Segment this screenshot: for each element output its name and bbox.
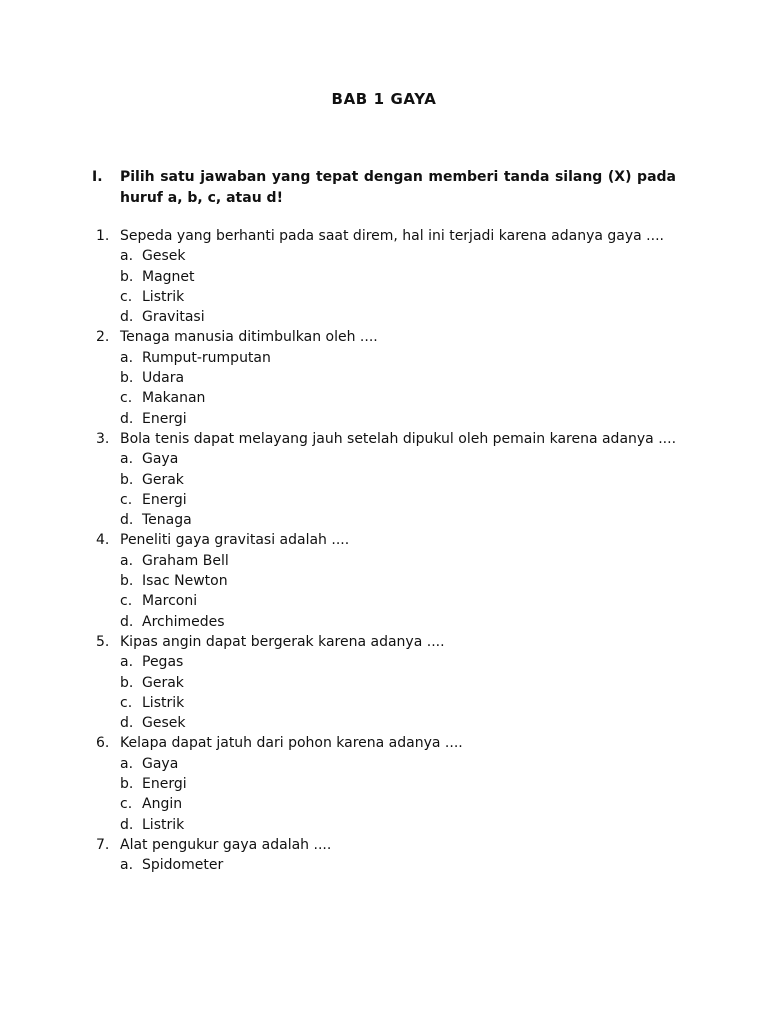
- option-text: Graham Bell: [142, 552, 229, 569]
- section-instruction: Pilih satu jawaban yang tepat dengan memberi tanda silang (X) pada huruf a, b, c, atau d!: [120, 169, 676, 206]
- answer-option[interactable]: [120, 591, 676, 611]
- question-text: Tenaga manusia ditimbulkan oleh ....: [120, 329, 378, 346]
- option-letter: d.: [120, 512, 134, 529]
- question-body: [120, 327, 676, 428]
- question-item: [92, 429, 676, 530]
- option-text: Listrik: [142, 694, 185, 711]
- option-text: Pegas: [142, 654, 184, 671]
- page-title: BAB 1 GAYA: [331, 90, 437, 108]
- option-text: Energi: [142, 410, 187, 427]
- option-text: Marconi: [142, 593, 198, 610]
- option-list: [120, 652, 676, 733]
- option-letter: c.: [120, 491, 133, 508]
- option-text: Gerak: [142, 674, 184, 691]
- option-text: Gesek: [142, 248, 186, 265]
- option-letter: d.: [120, 715, 134, 732]
- answer-option[interactable]: [120, 855, 676, 875]
- question-body: [120, 632, 676, 733]
- option-letter: a.: [120, 857, 134, 874]
- question-text: Sepeda yang berhanti pada saat direm, hal ini terjadi karena adanya gaya ....: [120, 228, 664, 244]
- answer-option[interactable]: [120, 571, 676, 591]
- question-list: [92, 226, 676, 876]
- answer-option[interactable]: [120, 490, 676, 510]
- option-letter: a.: [120, 654, 134, 671]
- option-text: Magnet: [142, 268, 195, 285]
- question-number: 7.: [96, 836, 110, 853]
- answer-option[interactable]: [120, 470, 676, 490]
- option-letter: b.: [120, 471, 134, 488]
- option-letter: b.: [120, 776, 134, 793]
- option-text: Makanan: [142, 390, 206, 407]
- question-item: [92, 632, 676, 733]
- option-list: [120, 348, 676, 429]
- question-body: [120, 835, 676, 876]
- answer-option[interactable]: [120, 612, 676, 632]
- answer-option[interactable]: [120, 713, 676, 733]
- question-item: [92, 733, 676, 834]
- option-text: Energi: [142, 776, 187, 793]
- option-letter: a.: [120, 248, 134, 265]
- option-list: [120, 246, 676, 327]
- option-letter: a.: [120, 755, 134, 772]
- question-section: [92, 167, 676, 876]
- question-number: 6.: [96, 735, 110, 752]
- option-letter: a.: [120, 552, 134, 569]
- option-text: Archimedes: [142, 613, 225, 630]
- option-letter: b.: [120, 370, 134, 387]
- option-text: Udara: [142, 370, 185, 387]
- option-text: Spidometer: [142, 857, 224, 874]
- answer-option[interactable]: [120, 794, 676, 814]
- option-letter: b.: [120, 573, 134, 590]
- question-number: 2.: [96, 329, 110, 346]
- option-letter: c.: [120, 694, 133, 711]
- question-body: [120, 226, 676, 327]
- question-item: [92, 327, 676, 428]
- option-letter: b.: [120, 674, 134, 691]
- answer-option[interactable]: [120, 307, 676, 327]
- option-letter: d.: [120, 613, 134, 630]
- answer-option[interactable]: [120, 287, 676, 307]
- option-text: Listrik: [142, 816, 185, 833]
- option-text: Listrik: [142, 288, 185, 305]
- question-body: [120, 530, 676, 631]
- answer-option[interactable]: [120, 652, 676, 672]
- answer-option[interactable]: [120, 348, 676, 368]
- question-item: [92, 835, 676, 876]
- option-letter: c.: [120, 796, 133, 813]
- section-heading: [92, 167, 676, 208]
- option-text: Gravitasi: [142, 309, 205, 326]
- option-list: [120, 754, 676, 835]
- option-text: Energi: [142, 491, 187, 508]
- option-letter: c.: [120, 593, 133, 610]
- option-letter: a.: [120, 349, 134, 366]
- answer-option[interactable]: [120, 409, 676, 429]
- answer-option[interactable]: [120, 246, 676, 266]
- answer-option[interactable]: [120, 673, 676, 693]
- question-text: Kipas angin dapat bergerak karena adanya ....: [120, 633, 445, 650]
- question-body: [120, 733, 676, 834]
- question-text: Peneliti gaya gravitasi adalah ....: [120, 532, 350, 549]
- option-text: Gaya: [142, 755, 179, 772]
- question-number: 3.: [96, 430, 110, 447]
- answer-option[interactable]: [120, 368, 676, 388]
- question-text: Bola tenis dapat melayang jauh setelah dipukul oleh pemain karena adanya ....: [120, 430, 677, 447]
- answer-option[interactable]: [120, 774, 676, 794]
- question-body: [120, 429, 676, 530]
- answer-option[interactable]: [120, 551, 676, 571]
- option-text: Gesek: [142, 715, 186, 732]
- option-letter: d.: [120, 816, 134, 833]
- option-letter: b.: [120, 268, 134, 285]
- answer-option[interactable]: [120, 815, 676, 835]
- question-number: 1.: [96, 228, 110, 244]
- option-letter: c.: [120, 390, 133, 407]
- option-text: Angin: [142, 796, 183, 813]
- question-text: Kelapa dapat jatuh dari pohon karena adanya ....: [120, 735, 463, 752]
- option-text: Gerak: [142, 471, 184, 488]
- answer-option[interactable]: [120, 449, 676, 469]
- option-list: [120, 449, 676, 530]
- option-text: Tenaga: [142, 512, 192, 529]
- question-item: [92, 530, 676, 631]
- option-text: Gaya: [142, 451, 179, 468]
- option-letter: d.: [120, 309, 134, 326]
- answer-option[interactable]: [120, 754, 676, 774]
- option-text: Isac Newton: [142, 573, 228, 590]
- answer-option[interactable]: [120, 388, 676, 408]
- option-letter: a.: [120, 451, 134, 468]
- answer-option[interactable]: [120, 267, 676, 287]
- option-letter: c.: [120, 288, 133, 305]
- question-item: [92, 226, 676, 327]
- option-letter: d.: [120, 410, 134, 427]
- question-number: 4.: [96, 532, 110, 549]
- question-text: Alat pengukur gaya adalah ....: [120, 836, 332, 853]
- option-list: [120, 855, 676, 875]
- option-text: Rumput-rumputan: [142, 349, 271, 366]
- answer-option[interactable]: [120, 693, 676, 713]
- option-list: [120, 551, 676, 632]
- section-number: I.: [92, 169, 103, 185]
- answer-option[interactable]: [120, 510, 676, 530]
- question-number: 5.: [96, 633, 110, 650]
